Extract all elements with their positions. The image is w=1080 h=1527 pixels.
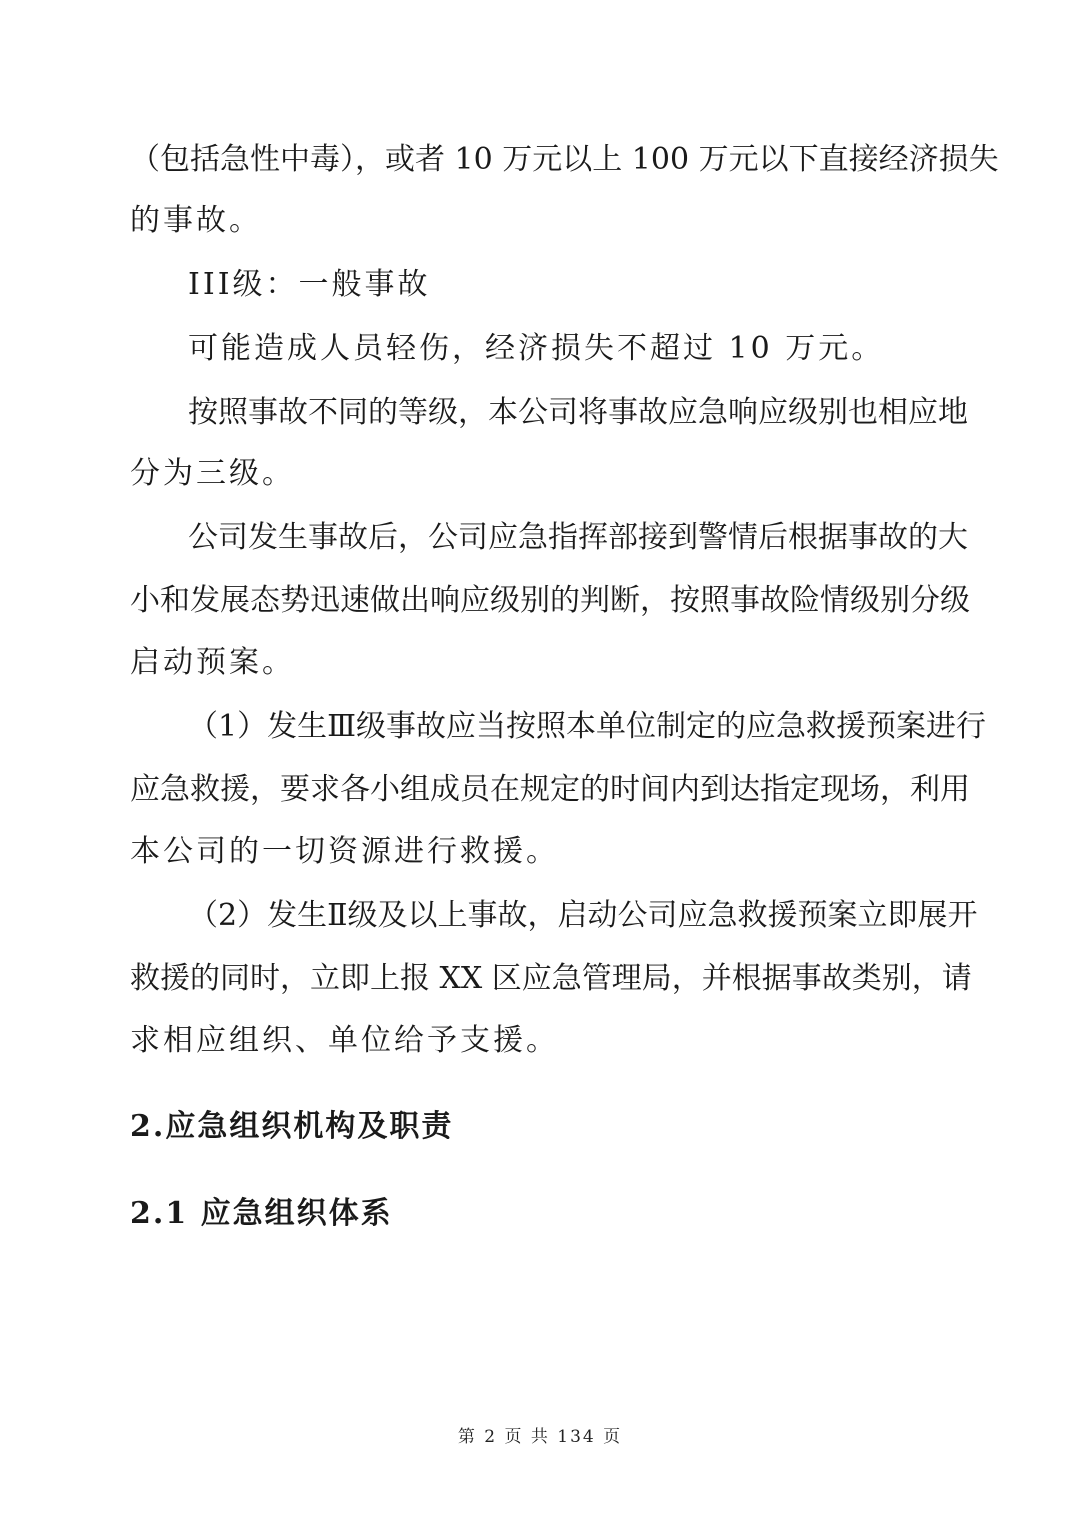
body-text-line: 公司发生事故后，公司应急指挥部接到警情后根据事故的大: [188, 520, 968, 555]
body-text-line: 求相应组织、单位给予支援。: [130, 1023, 559, 1058]
body-text-line: 分为三级。: [130, 456, 295, 491]
section-heading: 2.应急组织机构及职责: [130, 1109, 454, 1144]
body-text-line: 救援的同时，立即上报 XX 区应急管理局，并根据事故类别，请: [130, 961, 972, 996]
body-text-line: 的事故。: [130, 203, 262, 238]
body-text-line: 小和发展态势迅速做出响应级别的判断，按照事故险情级别分级: [130, 583, 970, 618]
body-text-line: （1）发生Ⅲ级事故应当按照本单位制定的应急救援预案进行: [188, 709, 987, 744]
body-text-line: 启动预案。: [130, 645, 295, 680]
body-text-line: 按照事故不同的等级，本公司将事故应急响应级别也相应地: [188, 395, 968, 430]
body-text-line: 本公司的一切资源进行救援。: [130, 834, 559, 869]
page-footer: 第 2 页 共 134 页: [457, 1427, 623, 1447]
subsection-heading: 2.1 应急组织体系: [130, 1196, 393, 1231]
body-text-line: 可能造成人员轻伤，经济损失不超过 10 万元。: [188, 331, 885, 366]
body-text-line: （2）发生Ⅱ级及以上事故，启动公司应急救援预案立即展开: [188, 898, 978, 933]
body-text-line: 应急救援，要求各小组成员在规定的时间内到达指定现场，利用: [130, 772, 970, 807]
body-text-line: （包括急性中毒），或者 10 万元以上 100 万元以下直接经济损失: [130, 142, 999, 177]
level-three-label: III级：一般事故: [188, 267, 431, 302]
